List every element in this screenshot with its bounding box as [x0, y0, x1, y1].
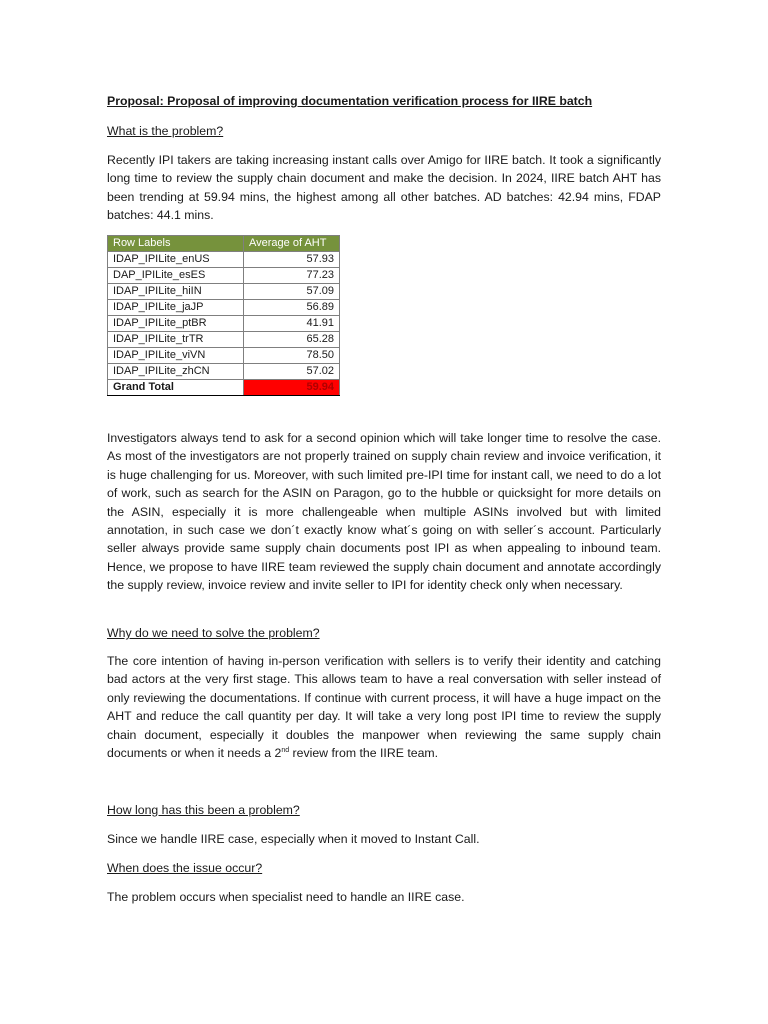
- row-value: 41.91: [244, 316, 340, 332]
- table-header-row: [108, 236, 340, 252]
- row-label: IDAP_IPILite_zhCN: [108, 364, 244, 380]
- grand-total-row: [108, 380, 340, 396]
- row-label: IDAP_IPILite_viVN: [108, 348, 244, 364]
- table-row: [108, 300, 340, 316]
- table-row: [108, 364, 340, 380]
- table-row: [108, 284, 340, 300]
- grand-total-value: 59.94: [244, 380, 340, 396]
- document-title: Proposal: Proposal of improving documentation verification process for IIRE batch: [107, 94, 593, 108]
- table-row: [108, 268, 340, 284]
- table-row: [108, 332, 340, 348]
- row-label: IDAP_IPILite_enUS: [108, 252, 244, 268]
- row-value: 57.93: [244, 252, 340, 268]
- paragraph-core-intention-text: The core intention of having in-person verification with sellers is to verify their identity and catching bad actors at the very first stage. This allows team to have a real conversation with seller instead of only reviewing the documentations. If continue with current process, it will have a huge impact on the AHT and reduce the call quantity per day. It will take a very long post IPI time to review the supply chain document, especially it doubles the manpower when reviewing the same supply chain documents or when it needs a 2: [107, 654, 661, 761]
- grand-total-label: Grand Total: [108, 380, 244, 396]
- paragraph-how-long: Since we handle IIRE case, especially when it moved to Instant Call.: [107, 832, 480, 846]
- question-heading-problem: What is the problem?: [107, 124, 224, 138]
- row-value: 56.89: [244, 300, 340, 316]
- row-label: IDAP_IPILite_ptBR: [108, 316, 244, 332]
- row-value: 57.02: [244, 364, 340, 380]
- paragraph-problem: Recently IPI takers are taking increasing instant calls over Amigo for IIRE batch. It took a significantly long time to review the supply chain document and make the decision. In 2024, IIRE batch AHT has been trending at 59.94 mins, the highest among all other batches. AD batches: 42.94 mins, FDAP batches: 44.1 mins.: [107, 153, 661, 223]
- question-heading-why: Why do we need to solve the problem?: [107, 626, 320, 640]
- table-row: [108, 316, 340, 332]
- table-row: [108, 252, 340, 268]
- question-heading-when: When does the issue occur?: [107, 861, 263, 875]
- column-header-average-aht: Average of AHT: [244, 236, 340, 252]
- row-label: IDAP_IPILite_jaJP: [108, 300, 244, 316]
- row-value: 77.23: [244, 268, 340, 284]
- table-row: [108, 348, 340, 364]
- row-label: DAP_IPILite_esES: [108, 268, 244, 284]
- row-value: 57.09: [244, 284, 340, 300]
- row-label: IDAP_IPILite_trTR: [108, 332, 244, 348]
- aht-pivot-table: [107, 235, 340, 396]
- paragraph-core-intention-end: review from the IIRE team.: [289, 746, 439, 761]
- column-header-row-labels: Row Labels: [108, 236, 244, 252]
- paragraph-investigators: Investigators always tend to ask for a second opinion which will take longer time to resolve the case. As most of the investigators are not properly trained on supply chain review and invoice verification, it is huge challenging for us. Moreover, with such limited pre-IPI time for instant call, we need to do a lot of work, such as search for the ASIN on Paragon, go to the hubble or quicksight for more details on the ASIN, especially it is more challengeable when multiple ASINs involved but with limited annotation, in such case we don´t exactly know what´s going on with seller´s account. Particularly seller always provide same supply chain documents post IPI as when appealing to inbound team. Hence, we propose to have IIRE team reviewed the supply chain document and annotate accordingly the supply review, invoice review and invite seller to IPI for identity check only when necessary.: [107, 431, 661, 593]
- row-value: 78.50: [244, 348, 340, 364]
- row-label: IDAP_IPILite_hiIN: [108, 284, 244, 300]
- ordinal-suffix: nd: [281, 746, 290, 754]
- paragraph-when: The problem occurs when specialist need to handle an IIRE case.: [107, 890, 465, 904]
- paragraph-core-intention: [107, 652, 661, 762]
- row-value: 65.28: [244, 332, 340, 348]
- question-heading-how-long: How long has this been a problem?: [107, 803, 300, 817]
